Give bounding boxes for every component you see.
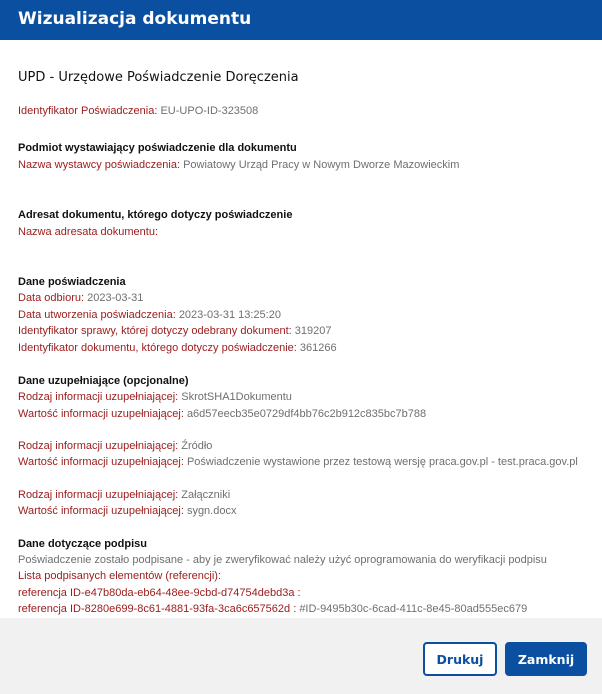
reference-label: referencja ID-e47b80da-eb64-48ee-9cbd-d74754debd3a : xyxy=(18,586,301,599)
field-value: a6d57eecb35e0729df4bb76c2b912c835bc7b788 xyxy=(186,407,427,420)
signed-elements-label: Lista podpisanych elementów (referencji): xyxy=(18,570,221,583)
field-value: EU-UPO-ID-323508 xyxy=(160,105,259,117)
dialog-header xyxy=(0,0,602,40)
reference-value: #ID-9495b30c-6cad-411c-8e45-80ad555ec679 xyxy=(299,603,528,616)
field-label: Wartość informacji uzupełniającej: xyxy=(18,505,187,518)
supplementary-type xyxy=(18,389,584,405)
certificate-identifier xyxy=(18,103,584,119)
field-value: sygn.docx xyxy=(186,505,237,518)
field-value: SkrotSHA1Dokumentu xyxy=(181,391,292,404)
field-value: 2023-03-31 xyxy=(87,292,144,305)
supplementary-value xyxy=(18,406,584,422)
field-label: Identyfikator Poświadczenia: xyxy=(18,105,161,117)
dialog-title: Wizualizacja dokumentu xyxy=(18,9,252,29)
field-label: Data odbioru: xyxy=(18,292,88,305)
supplementary-value xyxy=(18,454,584,470)
issuer-heading: Podmiot wystawiający poświadczenie dla dokumentu xyxy=(18,142,297,155)
field-value: Załączniki xyxy=(181,488,231,501)
signature-heading: Dane dotyczące podpisu xyxy=(18,537,147,550)
print-button[interactable]: Drukuj xyxy=(423,642,497,676)
field-label: Wartość informacji uzupełniającej: xyxy=(18,407,187,420)
signed-reference xyxy=(18,585,584,601)
field-value: Poświadczenie wystawione przez testową wersję praca.gov.pl - test.praca.gov.pl xyxy=(186,456,578,469)
supplementary-type xyxy=(18,438,584,454)
signature-note: Poświadczenie zostało podpisane - aby je zweryfikować należy użyć oprogramowania do weryfikacji podpisu xyxy=(18,554,547,567)
field-label: Nazwa wystawcy poświadczenia: xyxy=(18,158,184,171)
field-value: Powiatowy Urząd Pracy w Nowym Dworze Mazowieckim xyxy=(183,158,460,171)
field-label: Rodzaj informacji uzupełniającej: xyxy=(18,488,182,501)
signed-reference xyxy=(18,601,584,617)
document-identifier xyxy=(18,340,584,356)
field-label: Wartość informacji uzupełniającej: xyxy=(18,456,187,469)
document-content[interactable] xyxy=(0,40,602,618)
dialog-footer xyxy=(0,618,602,694)
field-label: Rodzaj informacji uzupełniającej: xyxy=(18,391,182,404)
supplementary-value xyxy=(18,503,584,519)
field-label: Identyfikator dokumentu, którego dotyczy poświadczenie: xyxy=(18,341,300,354)
field-value: 319207 xyxy=(294,325,332,338)
receipt-date xyxy=(18,290,584,306)
issuer-name xyxy=(18,157,584,173)
creation-date xyxy=(18,307,584,323)
field-value: Źródło xyxy=(181,440,213,453)
supplementary-type xyxy=(18,487,584,503)
field-label: Identyfikator sprawy, której dotyczy odebrany dokument: xyxy=(18,325,295,338)
field-label: Nazwa adresata dokumentu: xyxy=(18,225,159,238)
certificate-data-heading: Dane poświadczenia xyxy=(18,275,126,288)
close-button[interactable]: Zamknij xyxy=(505,642,587,676)
supplementary-heading: Dane uzupełniające (opcjonalne) xyxy=(18,374,189,387)
field-value: 2023-03-31 13:25:20 xyxy=(178,308,281,321)
reference-label: referencja ID-8280e699-8c61-4881-93fa-3ca6c657562d : xyxy=(18,603,300,616)
field-label: Rodzaj informacji uzupełniającej: xyxy=(18,440,182,453)
case-identifier xyxy=(18,323,584,339)
field-label: Data utworzenia poświadczenia: xyxy=(18,308,179,321)
addressee-name xyxy=(18,224,584,240)
addressee-heading: Adresat dokumentu, którego dotyczy poświadczenie xyxy=(18,209,293,222)
document-title: UPD - Urzędowe Poświadczenie Doręczenia xyxy=(18,70,299,85)
field-value: 361266 xyxy=(299,341,337,354)
